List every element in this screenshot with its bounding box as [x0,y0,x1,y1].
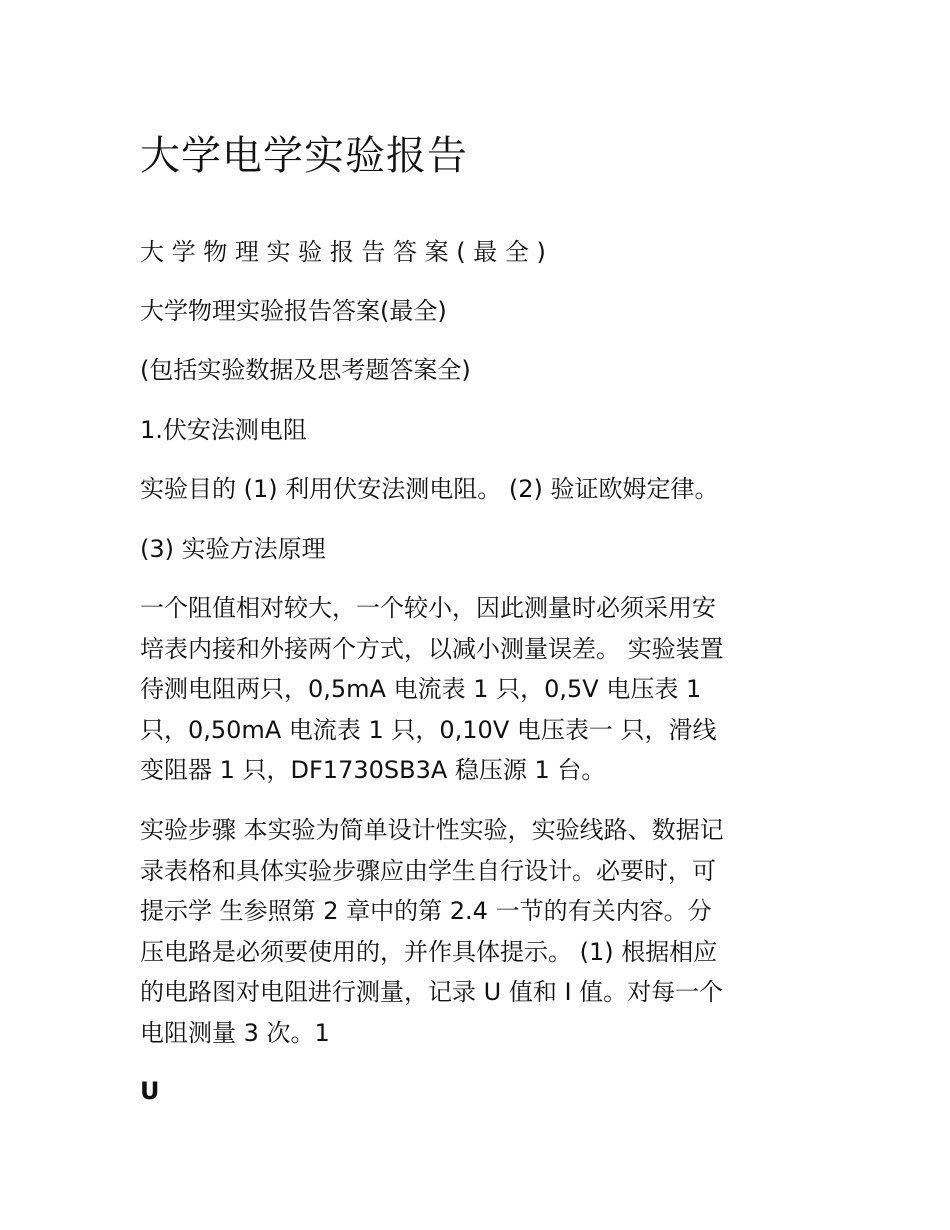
document-title: 大学电学实验报告 [140,133,468,179]
method-line: (3) 实验方法原理 [140,535,326,563]
paragraph-apparatus [140,588,810,791]
subheading: (包括实验数据及思考题答案全) [140,356,471,384]
paragraph-line: 实验步骤 本实验为简单设计性实验，实验线路、数据记 [140,816,724,844]
paragraph-line: 压电路是必须要使用的，并作具体提示。 (1) 根据相应 [140,937,718,966]
paragraph-line: 只，0,50mA 电流表 1 只，0,10V 电压表一 只，滑线 [140,715,717,744]
paragraph-line: 电阻测量 3 次。1 [140,1018,330,1047]
paragraph-line: 培表内接和外接两个方式，以减小测量误差。 实验装置 [140,634,724,663]
paragraph-line: 一个阻值相对较大，一个较小，因此测量时必须采用安 [140,594,716,622]
section-title: 1.伏安法测电阻 [140,416,307,444]
purpose-line: 实验目的 (1) 利用伏安法测电阻。 (2) 验证欧姆定律。 [140,475,719,503]
trailing-text: U [140,1077,160,1105]
heading: 大学物理实验报告答案(最全) [140,297,447,325]
paragraph-line: 变阻器 1 只，DF1730SB3A 稳压源 1 台。 [140,756,606,784]
paragraph-line: 待测电阻两只，0,5mA 电流表 1 只，0,5V 电压表 1 [140,675,702,703]
paragraph-line: 提示学 生参照第 2 章中的第 2.4 一节的有关内容。分 [140,897,712,925]
paragraph-steps [140,810,810,1053]
heading-spaced: 大 学 物 理 实 验 报 告 答 案 ( 最 全 ) [140,238,546,266]
paragraph-line: 录表格和具体实验步骤应由学生自行设计。必要时，可 [140,856,716,885]
paragraph-line: 的电路图对电阻进行测量，记录 U 值和 I 值。对每一个 [140,978,724,1006]
